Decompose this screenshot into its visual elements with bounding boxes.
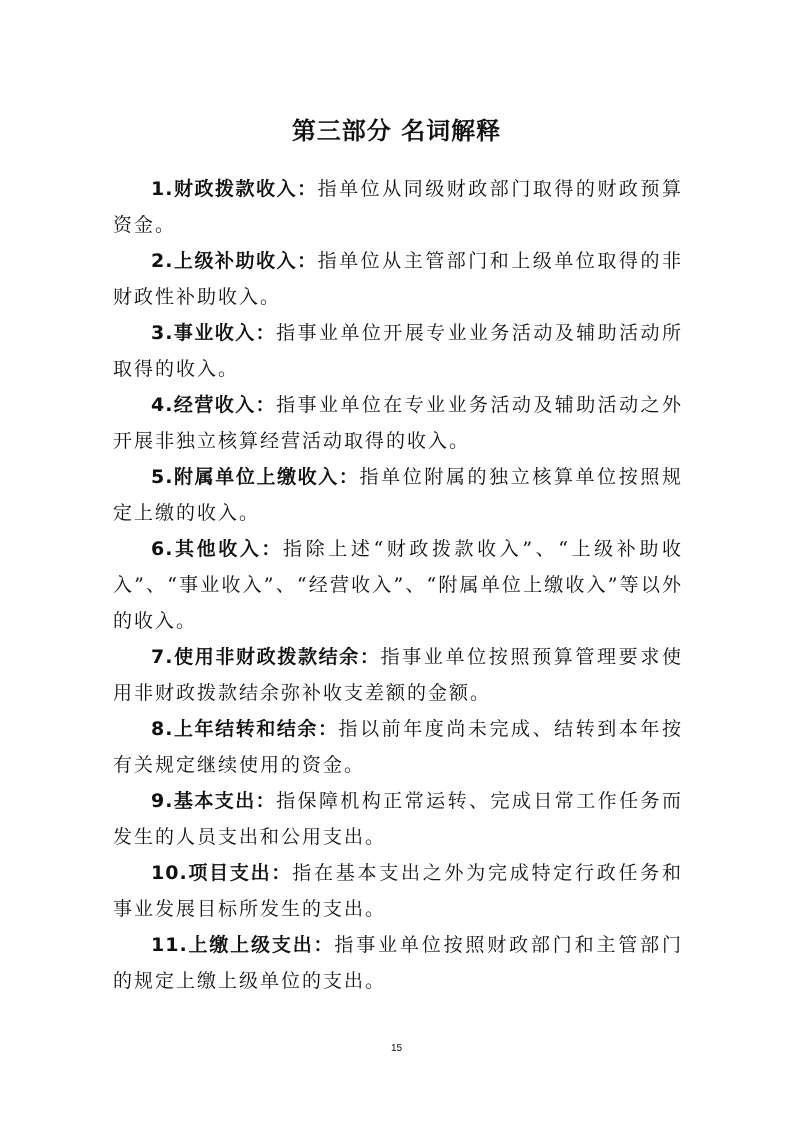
definition-item [113, 531, 683, 639]
definition-term: 3.事业收入： [151, 322, 277, 344]
definition-term: 11.上缴上级支出： [151, 934, 335, 956]
definition-item [113, 387, 683, 459]
definition-item [113, 855, 683, 927]
definitions-list [113, 171, 683, 999]
definition-text: 指保障机构正常运转、完成日常工作任务而发生的人员支出和公用支出。 [113, 790, 683, 848]
definition-text: 指除上述“财政拨款收入”、“上级补助收入”、“事业收入”、“经营收入”、“附属单位上缴收入”等以外的收入。 [113, 538, 683, 632]
definition-term: 9.基本支出： [151, 790, 277, 812]
definition-item [113, 315, 683, 387]
definition-item [113, 639, 683, 711]
page-title: 第三部分 名词解释 [291, 117, 502, 146]
page-number: 15 [390, 1043, 403, 1054]
definition-item [113, 459, 683, 531]
definition-text: 指在基本支出之外为完成特定行政任务和事业发展目标所发生的支出。 [113, 862, 683, 920]
definition-item [113, 711, 683, 783]
definition-item [113, 243, 683, 315]
definition-term: 4.经营收入： [151, 394, 277, 416]
definition-term: 7.使用非财政拨款结余： [151, 646, 381, 668]
definition-text: 指以前年度尚未完成、结转到本年按有关规定继续使用的资金。 [113, 718, 683, 776]
definition-item [113, 783, 683, 855]
definition-term: 1.财政拨款收入： [151, 178, 318, 200]
definition-text: 指事业单位开展专业业务活动及辅助活动所取得的收入。 [113, 322, 683, 380]
definition-text: 指事业单位按照预算管理要求使用非财政拨款结余弥补收支差额的金额。 [113, 646, 683, 704]
definition-text: 指事业单位在专业业务活动及辅助活动之外开展非独立核算经营活动取得的收入。 [113, 394, 683, 452]
definition-term: 10.项目支出： [151, 862, 293, 884]
definition-text: 指单位从同级财政部门取得的财政预算资金。 [113, 178, 683, 236]
definition-term: 5.附属单位上缴收入： [151, 466, 360, 488]
definition-item [113, 927, 683, 999]
definition-term: 8.上年结转和结余： [151, 718, 339, 740]
definition-term: 2.上级补助收入： [151, 250, 318, 272]
definition-text: 指单位附属的独立核算单位按照规定上缴的收入。 [113, 466, 683, 524]
definition-text: 指单位从主管部门和上级单位取得的非财政性补助收入。 [113, 250, 683, 308]
definition-item [113, 171, 683, 243]
definition-text: 指事业单位按照财政部门和主管部门的规定上缴上级单位的支出。 [113, 934, 683, 992]
definition-term: 6.其他收入： [151, 538, 284, 560]
